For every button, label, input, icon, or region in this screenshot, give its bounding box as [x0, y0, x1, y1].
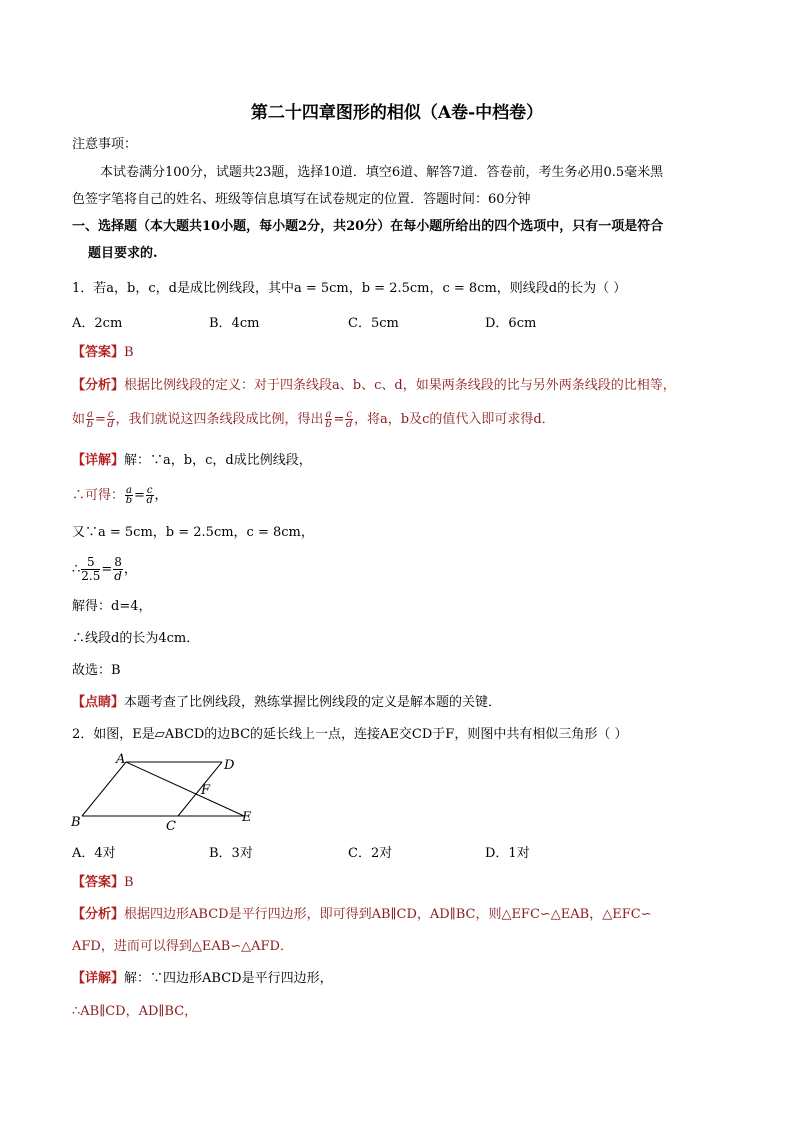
q2-detail-line2: ∴AB∥CD，AD∥BC， — [72, 1004, 198, 1019]
q1-detail-line5: 解得：d=4， — [72, 599, 152, 614]
answer-value: B — [124, 875, 134, 890]
q2-option-a: A．4对 — [72, 846, 116, 861]
q1-option-c: C．5cm — [348, 316, 399, 331]
q1-detail-line6: ∴线段d的长为4cm． — [72, 631, 200, 646]
detail-tag: 【详解】 — [72, 453, 125, 468]
fraction-c-d: $\frac{c}{d}$ — [146, 485, 153, 506]
fraction-8-over-d: $\frac{8}{d}$ — [114, 555, 122, 583]
notice-line-2: 色签字笔将自己的姓名、班级等信息填写在试卷规定的位置．答题时间：60分钟 — [72, 192, 531, 207]
label-e: E — [242, 810, 252, 825]
notice-heading: 注意事项： — [72, 137, 138, 152]
equals-sign: = — [133, 488, 145, 503]
q2-analysis-line1 — [72, 906, 734, 924]
q1-option-a: A．2cm — [72, 316, 123, 331]
fraction-c-d: $\frac{c}{d}$ — [107, 409, 114, 430]
equals-sign: = — [333, 412, 345, 427]
fraction-a-b: $\frac{a}{b}$ — [325, 409, 332, 430]
fraction-a-b: $\frac{a}{b}$ — [86, 409, 94, 430]
notice-line-1: 本试卷满分100分，试题共23题，选择10道．填空6道、解答7道．答卷前，考生务必用0.5毫米黑 — [100, 165, 664, 180]
analysis-text: 根据四边形ABCD是平行四边形，即可得到AB∥CD，AD∥BC，则△EFC∽△EAB，△EFC∽ — [124, 907, 652, 922]
q1-detail-line2: ∴可得： $\frac{a}{b}$ = $\frac{c}{d}$ ， — [72, 485, 168, 506]
analysis-tag: 【分析】 — [72, 378, 125, 393]
q1-detail-line3: 又∵a = 5cm，b = 2.5cm，c = 8cm， — [72, 525, 314, 540]
comment-text: 本题考查了比例线段，熟练掌握比例线段的定义是解本题的关键． — [124, 695, 502, 710]
fraction-c-d: $\frac{c}{d}$ — [345, 409, 353, 430]
q1-analysis-line2 — [72, 410, 734, 429]
equals-sign: = — [101, 562, 113, 577]
parallelogram-figure — [66, 752, 266, 834]
label-d: D — [224, 758, 235, 773]
detail-text: 解：∵四边形ABCD是平行四边形， — [124, 971, 333, 986]
label-a: A — [116, 752, 126, 767]
q1-analysis-line1 — [72, 377, 734, 395]
q1-detail-line1 — [72, 452, 734, 470]
detail-text-pre: ∴可得： — [72, 488, 125, 503]
analysis-text-pre: 如 — [72, 412, 86, 427]
q1-option-d: D．6cm — [485, 316, 537, 331]
label-f: F — [201, 783, 211, 798]
analysis-text: 根据比例线段的定义：对于四条线段a、b、c、d，如果两条线段的比与另外两条线段的比相等， — [124, 378, 676, 393]
answer-tag: 【答案】 — [72, 875, 125, 890]
q2-analysis-line2: AFD，进而可以得到△EAB∽△AFD． — [72, 939, 293, 954]
q1-choose: 故选：B — [72, 663, 121, 678]
q1-answer — [72, 344, 734, 362]
answer-value: B — [124, 345, 134, 360]
q1-comment — [72, 694, 734, 712]
q1-detail-line4: ∴ $\frac{5}{2.5}$ = $\frac{8}{d}$ ， — [72, 555, 137, 583]
segment-ab — [82, 762, 126, 816]
q2-answer — [72, 874, 734, 892]
q1-stem: 1．若a，b，c，d是成比例线段，其中a = 5cm，b = 2.5cm，c = 8cm，则线段d的长为（ ） — [72, 281, 627, 296]
page-title: 第二十四章图形的相似（A卷-中档卷） — [250, 103, 544, 123]
therefore-symbol: ∴ — [72, 562, 81, 577]
detail-text: 解：∵a，b，c，d成比例线段， — [124, 453, 312, 468]
analysis-text-mid: ，我们就说这四条线段成比例，得出 — [115, 412, 324, 427]
equals-sign: = — [94, 412, 106, 427]
detail-tag: 【详解】 — [72, 971, 125, 986]
section1-heading: 一、选择题（本大题共10小题，每小题2分，共20分）在每小题所给出的四个选项中，只有一项是符合 — [72, 219, 664, 234]
label-c: C — [166, 819, 176, 834]
q2-option-c: C．2对 — [348, 846, 393, 861]
fraction-5-over-2-5: $\frac{5}{2.5}$ — [81, 555, 101, 583]
comment-tag: 【点睛】 — [72, 695, 125, 710]
answer-tag: 【答案】 — [72, 345, 125, 360]
q2-option-d: D．1对 — [485, 846, 530, 861]
q2-detail-line1 — [72, 970, 734, 988]
analysis-tag: 【分析】 — [72, 907, 125, 922]
analysis-text-post: ，将a，b及c的值代入即可求得d． — [354, 412, 555, 427]
q1-option-b: B．4cm — [209, 316, 260, 331]
label-b: B — [71, 815, 81, 830]
q2-stem: 2．如图，E是▱ABCD的边BC的延长线上一点，连接AE交CD于F，则图中共有相似三角形（ ） — [72, 727, 628, 742]
q2-option-b: B．3对 — [209, 846, 253, 861]
section1-heading-cont: 题目要求的. — [88, 246, 158, 261]
fraction-a-b: $\frac{a}{b}$ — [125, 485, 133, 506]
